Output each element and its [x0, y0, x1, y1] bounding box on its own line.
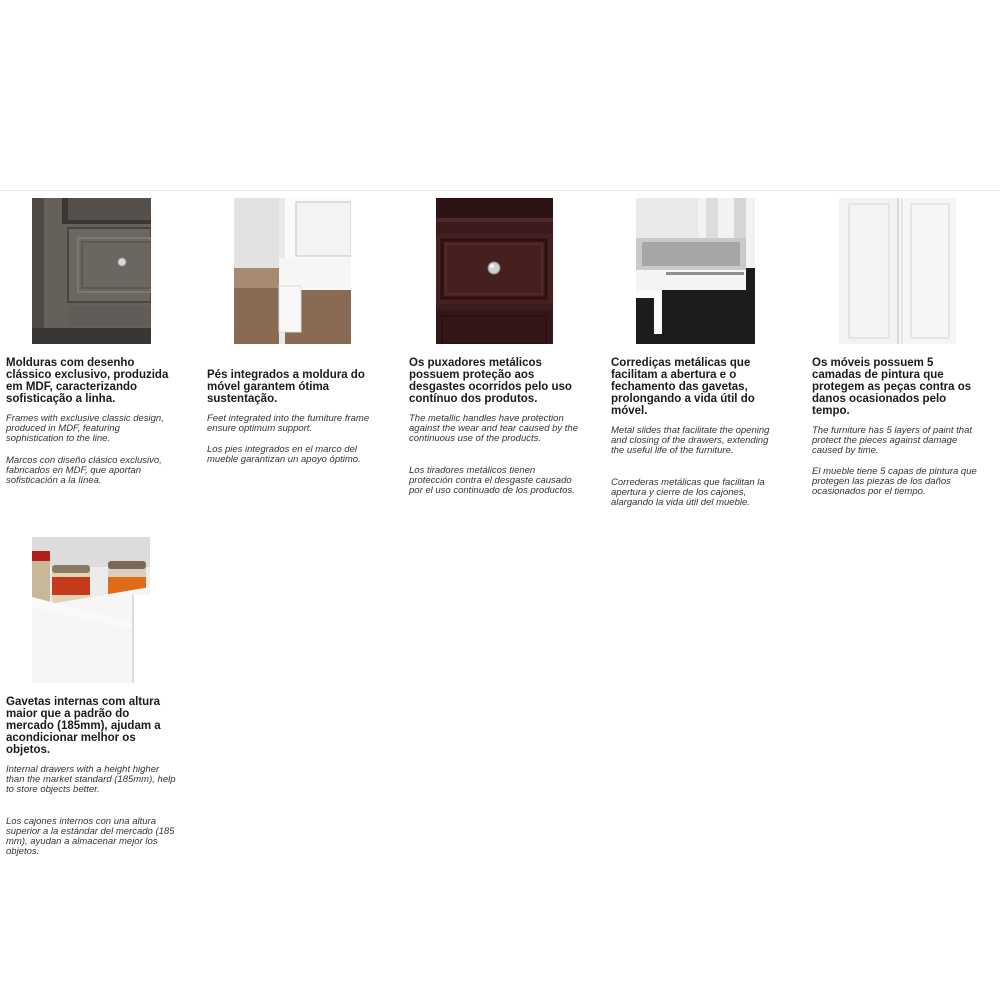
slides-illustration [636, 198, 755, 344]
feet-photo [234, 198, 351, 344]
paint-layers-photo [839, 198, 956, 344]
feet-title: Pés integrados a moldura do móvel garantem ótima sustentação. [207, 369, 365, 405]
top-divider [0, 190, 1000, 191]
internal-drawers-title: Gavetas internas com altura maior que a padrão do mercado (185mm), ajudam a acondicionar melhor os objetos. [6, 696, 161, 756]
moldings-title: Molduras com desenho clássico exclusivo, produzida em MDF, caracterizando sofisticação a linha. [6, 357, 169, 405]
slides-desc-en: Metal slides that facilitate the opening and closing of the drawers, extending the useful life of the furniture. [611, 425, 770, 456]
paint-layers-title: Os móveis possuem 5 camadas de pintura que protegem as peças contra os danos ocasionados pelo tempo. [812, 357, 972, 417]
slides-desc-es: Correderas metálicas que facilitan la apertura y cierre de los cajones, alargando la vida útil del mueble. [611, 477, 765, 508]
paint-layers-desc-en: The furniture has 5 layers of paint that protect the pieces against damage caused by time. [812, 425, 973, 456]
handles-illustration [436, 198, 553, 344]
internal-drawers-desc-en: Internal drawers with a height higher than the market standard (185mm), help to store objects better. [6, 764, 176, 795]
feet-desc-en: Feet integrated into the furniture frame ensure optimum support. [207, 413, 370, 434]
paint-layers-desc-es: El mueble tiene 5 capas de pintura que protegen las piezas de los daños ocasionados por el tiempo. [812, 466, 977, 497]
handles-desc-es: Los tiradores metálicos tienen protección contra el desgaste causado por el uso continuado de los productos. [409, 465, 575, 496]
internal-drawers-photo [32, 537, 150, 683]
slides-photo [636, 198, 755, 344]
moldings-desc-es: Marcos con diseño clásico exclusivo, fabricados en MDF, que aportan sofisticación a la línea. [6, 455, 162, 486]
handles-photo [436, 198, 553, 344]
slides-title: Corrediças metálicas que facilitam a abertura e o fechamento das gavetas, prolongando a vida útil do móvel. [611, 357, 755, 417]
feet-illustration [234, 198, 351, 344]
internal-drawers-illustration [32, 537, 150, 683]
handles-desc-en: The metallic handles have protection against the wear and tear caused by the continuous use of the products. [409, 413, 579, 444]
handles-title: Os puxadores metálicos possuem proteção aos desgastes ocorridos pelo uso contínuo dos produtos. [409, 357, 572, 405]
moldings-photo [32, 198, 151, 344]
moldings-illustration [32, 198, 151, 344]
paint-layers-illustration [839, 198, 956, 344]
feet-desc-es: Los pies integrados en el marco del mueble garantizan un apoyo óptimo. [207, 444, 361, 465]
internal-drawers-desc-es: Los cajones internos con una altura superior a la estándar del mercado (185 mm), ayudan a almacenar mejor los objetos. [6, 816, 175, 857]
moldings-desc-en: Frames with exclusive classic design, produced in MDF, featuring sophistication to the line. [6, 413, 164, 444]
